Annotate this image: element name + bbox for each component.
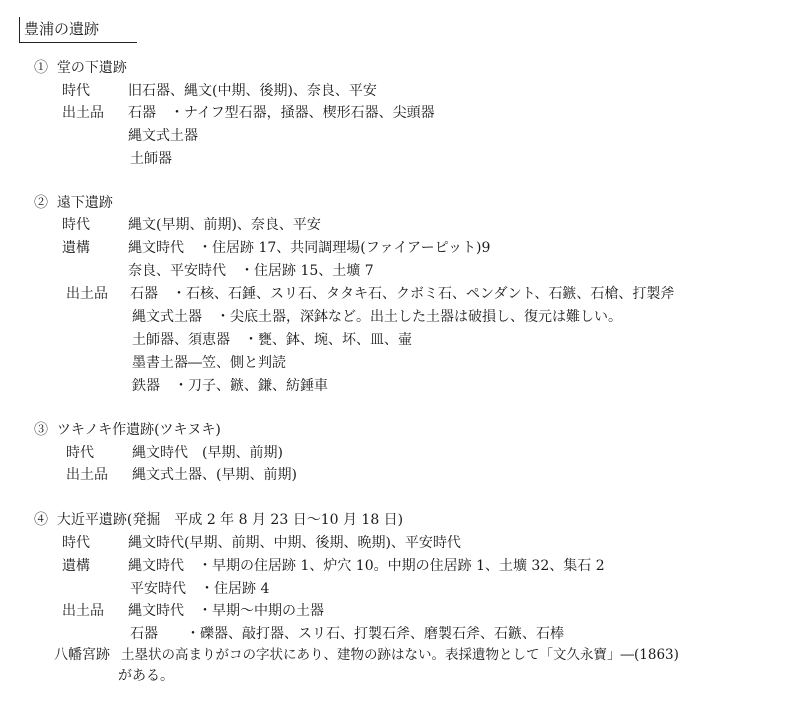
site-4-period-label: 時代 xyxy=(62,535,90,551)
site-1-finds-line-2: 縄文式土器 xyxy=(128,128,198,144)
site-4-name: 大近平遺跡(発掘 平成 2 年 8 月 23 日～10 月 18 日) xyxy=(56,512,404,528)
site-2-name: 遠下遺跡 xyxy=(56,195,113,211)
site-3-name: ツキノキ作遺跡(ツキヌキ) xyxy=(56,422,221,438)
site-3-period-label: 時代 xyxy=(66,445,94,461)
site-4-finds-line-2: 石器 ・礫器、敲打器、スリ石、打製石斧、磨製石斧、石鏃、石棒 xyxy=(130,626,564,642)
site-2-finds-line-3: 土師器、須恵器 ・甕、鉢、埦、坏、皿、壷 xyxy=(132,332,412,348)
site-2-period-label: 時代 xyxy=(62,217,90,233)
site-1-finds-line-1: 石器 ・ナイフ型石器，掻器、楔形石器、尖頭器 xyxy=(128,105,435,121)
site-4-number: ④ xyxy=(34,512,48,528)
site-2-finds-line-5: 鉄器 ・刀子、鏃、鎌、紡錘車 xyxy=(132,378,328,394)
site-1-name: 堂の下遺跡 xyxy=(56,60,127,76)
site-2-number: ② xyxy=(34,195,48,211)
site-2-finds-line-4: 墨書土器―笠、側と判読 xyxy=(132,355,286,371)
site-2-features-line-1: 縄文時代 ・住居跡 17、共同調理場(ファイアーピット)9 xyxy=(128,240,491,256)
site-4-finds-line-1: 縄文時代 ・早期～中期の土器 xyxy=(128,603,324,619)
site-3-number: ③ xyxy=(34,422,48,438)
site-3-finds-label: 出土品 xyxy=(66,467,108,483)
site-2-heading xyxy=(34,193,113,213)
site-3-finds-value: 縄文式土器、(早期、前期) xyxy=(132,467,297,483)
site-1-finds-line-3: 土師器 xyxy=(130,151,172,167)
hachiman-label: 八幡宮跡 xyxy=(54,647,110,663)
site-1-period-label: 時代 xyxy=(62,83,90,99)
site-2-finds-label: 出土品 xyxy=(66,286,108,302)
site-1-heading xyxy=(34,58,127,78)
site-4-features-line-1: 縄文時代 ・早期の住居跡 1、炉穴 10。中期の住居跡 1、土壙 32、集石 2 xyxy=(128,558,605,574)
site-1-number: ① xyxy=(34,60,48,76)
site-2-finds-line-1: 石器 ・石核、石錘、スリ石、タタキ石、クボミ石、ペンダント、石鏃、石槍、打製斧 xyxy=(130,286,675,302)
site-2-finds-line-2: 縄文式土器 ・尖底土器，深鉢など。出土した土器は破損し、復元は難しい。 xyxy=(132,309,622,325)
hachiman-note-line-1: 土塁状の高まりがコの字状にあり、建物の跡はない。表採遺物として「文久永寶」―(1863) xyxy=(121,647,679,663)
site-3-heading xyxy=(34,420,221,440)
site-1-finds-label: 出土品 xyxy=(62,105,104,121)
site-2-features-line-2: 奈良、平安時代 ・住居跡 15、土壙 7 xyxy=(128,263,374,279)
site-2-features-label: 遺構 xyxy=(62,240,90,256)
site-4-features-line-2: 平安時代 ・住居跡 4 xyxy=(130,581,270,597)
site-3-period-value: 縄文時代 (早期、前期) xyxy=(132,445,283,461)
site-1-period-value: 旧石器、縄文(中期、後期)、奈良、平安 xyxy=(128,83,377,99)
site-4-heading xyxy=(34,510,403,530)
site-4-finds-label: 出土品 xyxy=(62,603,104,619)
hachiman-note-line-2: がある。 xyxy=(118,668,174,684)
page-title: 豊浦の遺跡 xyxy=(19,17,137,43)
site-2-period-value: 縄文(早期、前期)、奈良、平安 xyxy=(128,217,321,233)
site-4-features-label: 遺構 xyxy=(62,558,90,574)
site-4-period-value: 縄文時代(早期、前期、中期、後期、晩期)、平安時代 xyxy=(128,535,461,551)
